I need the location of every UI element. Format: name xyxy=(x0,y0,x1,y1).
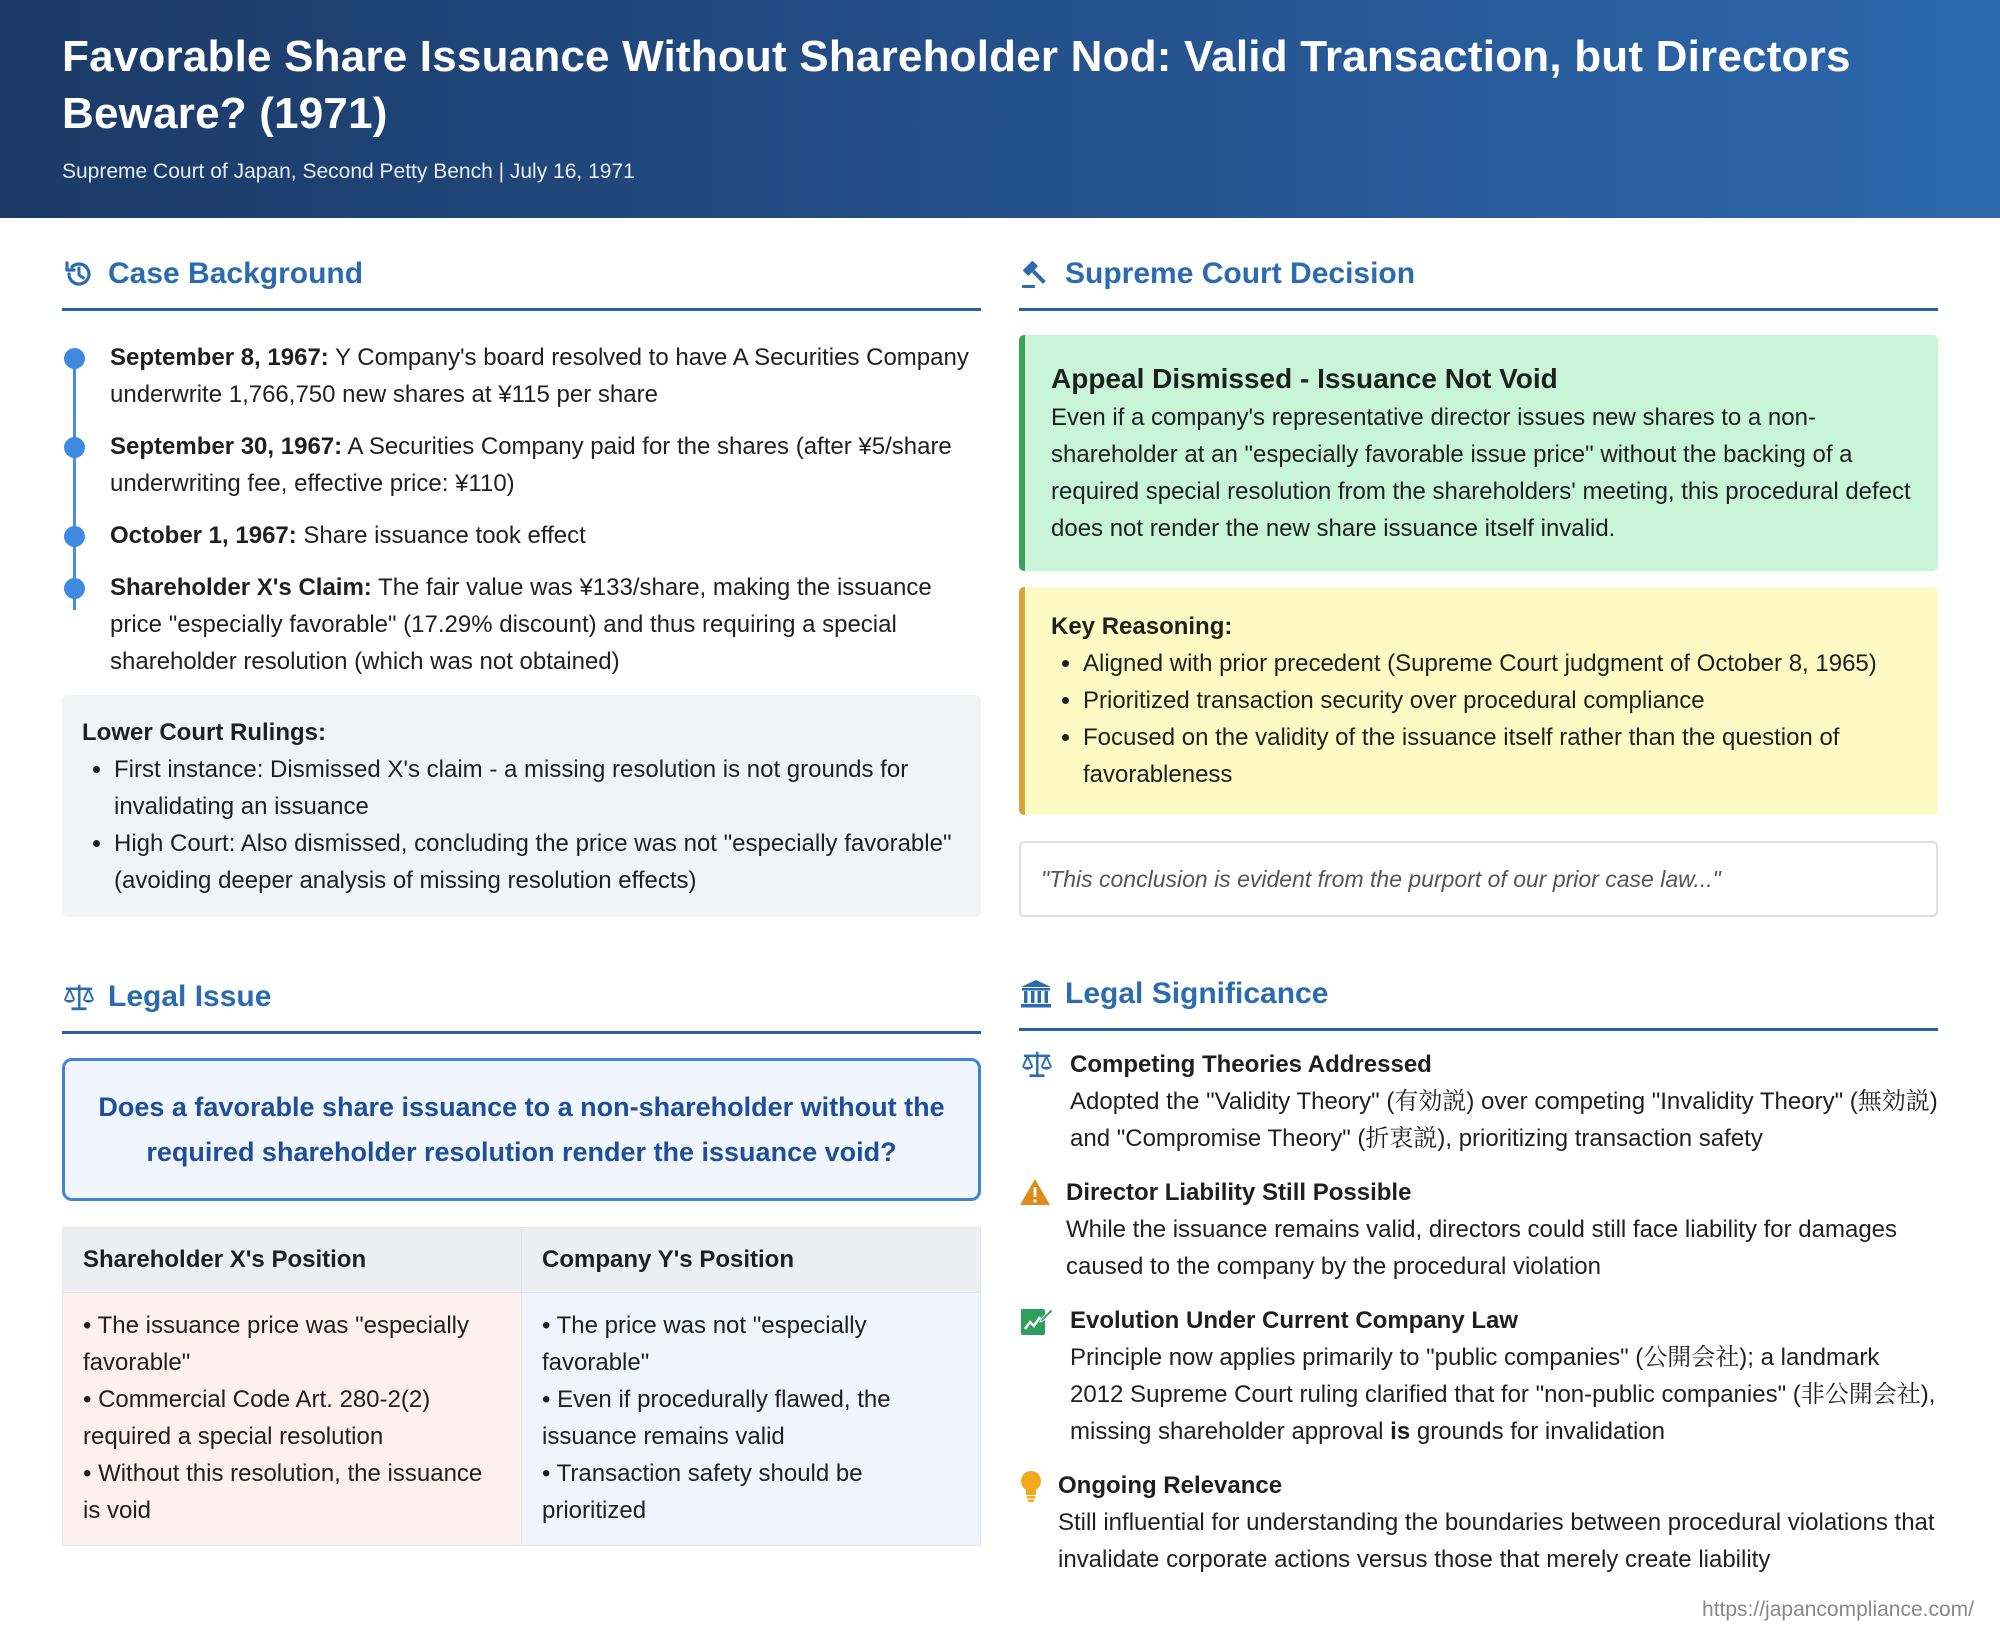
evolution-chart-icon xyxy=(1019,1305,1053,1339)
positions-table xyxy=(62,1227,981,1546)
section-divider xyxy=(1019,308,1938,311)
timeline-dot xyxy=(64,578,85,599)
significance-item xyxy=(1019,1175,1938,1285)
list-item: • First instance: Dismissed X's claim - a missing resolution is not grounds for invalidating an issuance xyxy=(114,751,961,825)
section-divider xyxy=(62,308,981,311)
lower-court-list xyxy=(82,751,961,899)
significance-item-title: Ongoing Relevance xyxy=(1058,1472,1283,1499)
significance-heading: Legal Significance xyxy=(1019,972,1938,1016)
key-reasoning-list xyxy=(1051,645,1912,793)
timeline-item: September 8, 1967: Y Company's board resolved to have A Securities Company underwrite 1,766,750 new shares at ¥115 per share xyxy=(62,339,981,413)
key-reasoning-box xyxy=(1019,587,1938,815)
timeline-dot xyxy=(64,526,85,547)
significance-item xyxy=(1019,1047,1938,1157)
decision-heading: Supreme Court Decision xyxy=(1019,252,1938,296)
list-item: • Prioritized transaction security over procedural compliance xyxy=(1083,682,1912,719)
legal-issue-heading: Legal Issue xyxy=(62,975,981,1019)
legal-significance-section xyxy=(1019,972,1938,1578)
case-background-heading: Case Background xyxy=(62,252,981,296)
company-y-position: • The price was not "especially favorable" • Even if procedurally flawed, the issuance remains valid • Transaction safety should be prioritized xyxy=(522,1293,981,1546)
list-item: • High Court: Also dismissed, concluding the price was not "especially favorable" (avoiding deeper analysis of missing resolution effects) xyxy=(114,825,961,899)
shareholder-x-position: • The issuance price was "especially favorable" • Commercial Code Art. 280-2(2) required a special resolution • Without this resolution, the issuance is void xyxy=(63,1293,522,1546)
table-header-y: Company Y's Position xyxy=(522,1228,981,1293)
significance-item-text: Principle now applies primarily to "public companies" (公開会社); a landmark 2012 Supreme Court ruling clarified that for "non-public companies" (非公開会社), missing shareholder approval is grounds for invalidation xyxy=(1070,1344,1936,1445)
significance-item xyxy=(1019,1468,1938,1578)
institution-icon xyxy=(1019,977,1053,1011)
section-divider xyxy=(62,1031,981,1034)
key-reasoning-title: Key Reasoning: xyxy=(1051,613,1233,640)
significance-item-title: Evolution Under Current Company Law xyxy=(1070,1307,1519,1334)
lower-court-title: Lower Court Rulings: xyxy=(82,719,326,746)
scales-icon xyxy=(62,980,96,1014)
table-header-x: Shareholder X's Position xyxy=(63,1228,522,1293)
significance-item-title: Director Liability Still Possible xyxy=(1066,1179,1412,1206)
timeline-item: September 30, 1967: A Securities Company paid for the shares (after ¥5/share underwriting fee, effective price: ¥110) xyxy=(62,428,981,502)
significance-item-text: Adopted the "Validity Theory" (有効説) over competing "Invalidity Theory" (無効説) and "Compromise Theory" (折衷説), prioritizing transaction safety xyxy=(1070,1088,1938,1152)
timeline-item: Shareholder X's Claim: The fair value was ¥133/share, making the issuance price "especially favorable" (17.29% discount) and thus requiring a special shareholder resolution (which was not obtained) xyxy=(62,569,981,680)
legal-issue-section xyxy=(62,975,981,1546)
court-quote: "This conclusion is evident from the purport of our prior case law..." xyxy=(1019,841,1938,917)
page-header xyxy=(0,0,2000,218)
scales-icon xyxy=(1019,1049,1053,1083)
significance-item-text: Still influential for understanding the boundaries between procedural violations that invalidate corporate actions versus those that merely create liability xyxy=(1058,1509,1935,1573)
decision-result-text: Even if a company's representative director issues new shares to a non-shareholder at an "especially favorable issue price" without the backing of a required special resolution from the shareholders' meeting, this procedural defect does not render the new share issuance itself invalid. xyxy=(1051,404,1911,542)
timeline xyxy=(62,339,981,680)
list-item: • Aligned with prior precedent (Supreme Court judgment of October 8, 1965) xyxy=(1083,645,1912,682)
footer-url[interactable]: https://japancompliance.com/ xyxy=(1702,1598,1974,1621)
significance-item xyxy=(1019,1303,1938,1450)
significance-item-title: Competing Theories Addressed xyxy=(1070,1051,1432,1078)
list-item: • Focused on the validity of the issuance itself rather than the question of favorableness xyxy=(1083,719,1912,793)
history-icon xyxy=(62,257,96,291)
lightbulb-icon xyxy=(1019,1470,1053,1504)
supreme-court-decision-section xyxy=(1019,252,1938,917)
decision-result-title: Appeal Dismissed - Issuance Not Void xyxy=(1051,363,1558,394)
lower-court-rulings-box xyxy=(62,695,981,917)
page-subtitle: Supreme Court of Japan, Second Petty Bench | July 16, 1971 xyxy=(62,160,635,183)
page-title: Favorable Share Issuance Without Shareholder Nod: Valid Transaction, but Directors Beware? (1971) xyxy=(62,32,1851,138)
legal-question-box: Does a favorable share issuance to a non-shareholder without the required shareholder resolution render the issuance void? xyxy=(62,1058,981,1201)
decision-result-box xyxy=(1019,335,1938,571)
timeline-item: October 1, 1967: Share issuance took effect xyxy=(62,517,981,554)
timeline-dot xyxy=(64,348,85,369)
gavel-icon xyxy=(1019,257,1053,291)
warning-icon xyxy=(1019,1177,1053,1211)
significance-item-text: While the issuance remains valid, directors could still face liability for damages caused to the company by the procedural violation xyxy=(1066,1216,1898,1280)
section-divider xyxy=(1019,1028,1938,1031)
case-background-section xyxy=(62,252,981,917)
timeline-dot xyxy=(64,437,85,458)
